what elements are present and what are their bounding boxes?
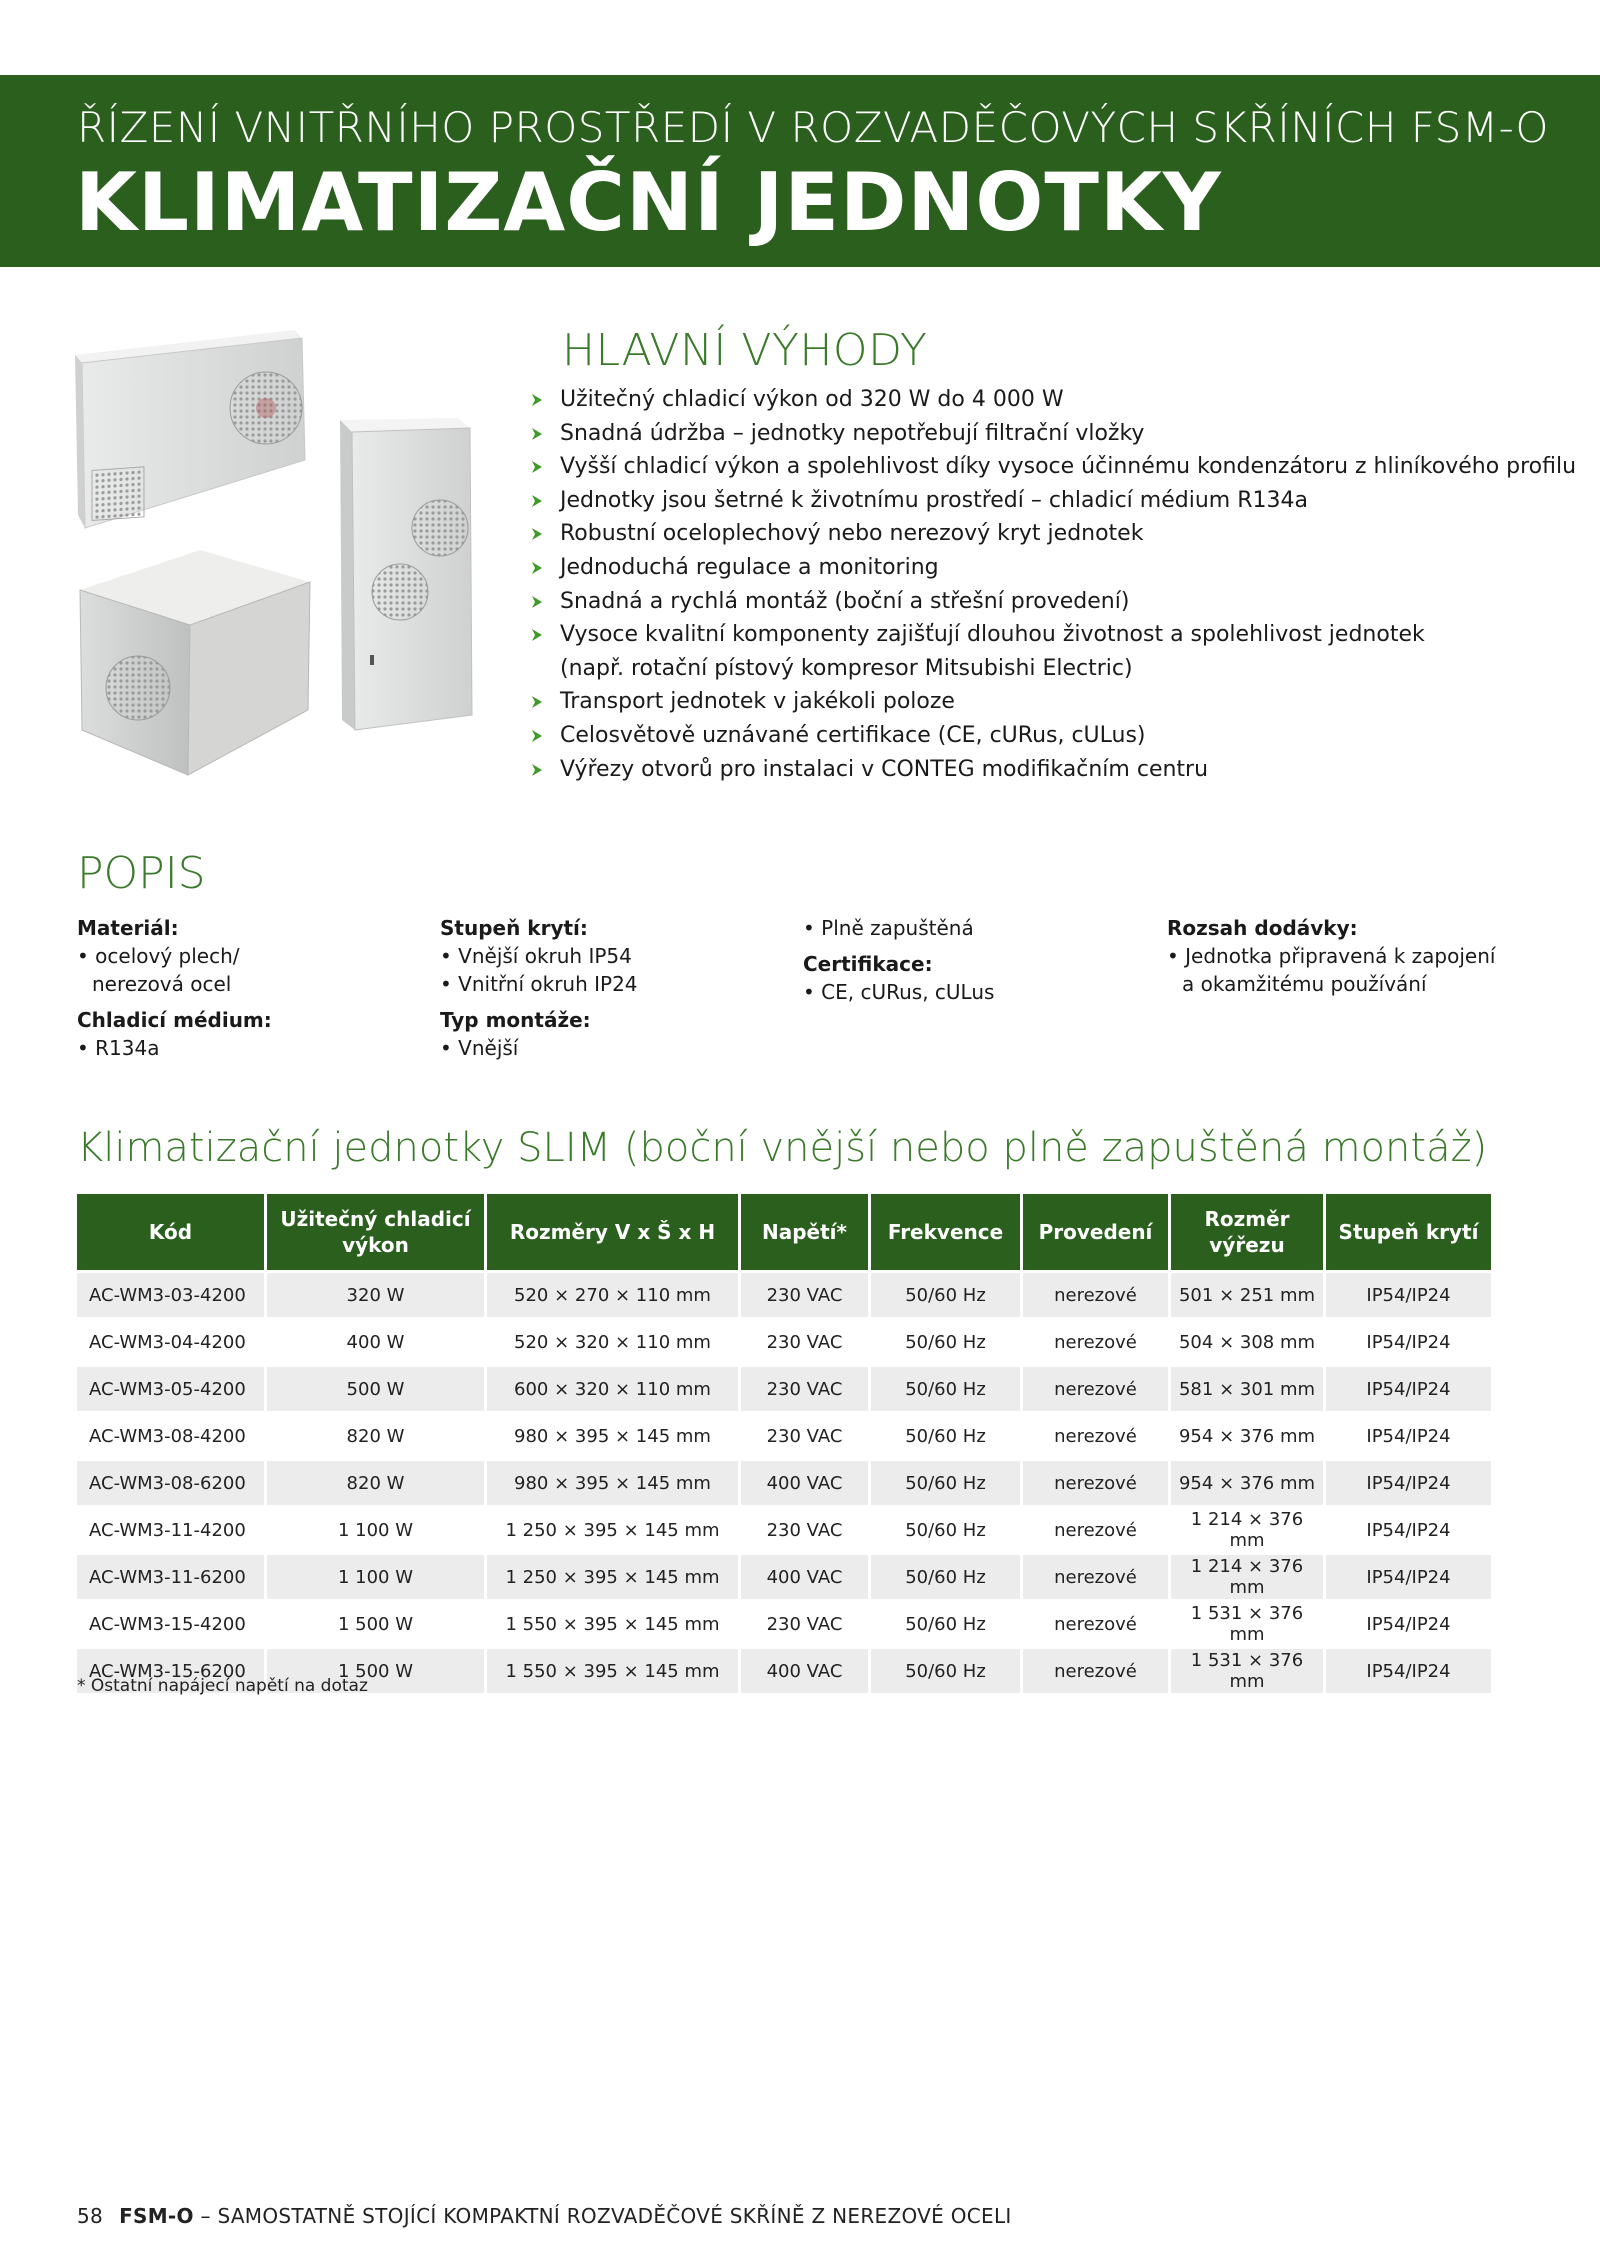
- cell-frequency: 50/60 Hz: [871, 1458, 1023, 1505]
- advantage-item: Jednotky jsou šetrné k životnímu prostředí – chladicí médium R134a: [530, 484, 1576, 518]
- advantage-item: Celosvětově uznávané certifikace (CE, cURus, cULus): [530, 719, 1576, 753]
- cell-cutout: 501 × 251 mm: [1171, 1270, 1326, 1317]
- mount-label: Typ montáže:: [440, 1008, 591, 1032]
- header-code: Kód: [77, 1194, 267, 1270]
- cell-version: nerezové: [1023, 1599, 1171, 1646]
- table-footnote: * Ostatní napájecí napětí na dotaz: [77, 1676, 368, 1696]
- cell-ip: IP54/IP24: [1326, 1552, 1491, 1599]
- advantage-item: Snadná údržba – jednotky nepotřebují filtrační vložky: [530, 417, 1576, 451]
- cell-code: AC-WM3-04-4200: [77, 1317, 267, 1364]
- cell-power: 1 500 W: [267, 1599, 487, 1646]
- cell-power: 1 100 W: [267, 1505, 487, 1552]
- cert-label: Certifikace:: [803, 952, 933, 976]
- cell-voltage: 400 VAC: [741, 1458, 871, 1505]
- cell-version: nerezové: [1023, 1458, 1171, 1505]
- header-cutout: Rozměr výřezu: [1171, 1194, 1326, 1270]
- cell-code: AC-WM3-03-4200: [77, 1270, 267, 1317]
- cell-version: nerezové: [1023, 1505, 1171, 1552]
- footer-brand: FSM-O: [119, 2204, 194, 2228]
- cell-power: 1 500 W: [267, 1646, 487, 1693]
- cell-power: 1 100 W: [267, 1552, 487, 1599]
- cell-cutout: 954 × 376 mm: [1171, 1458, 1326, 1505]
- cell-voltage: 400 VAC: [741, 1552, 871, 1599]
- cell-frequency: 50/60 Hz: [871, 1411, 1023, 1458]
- table-row: [77, 1599, 1491, 1646]
- table-title: Klimatizační jednotky SLIM (boční vnější nebo plně zapuštěná montáž): [77, 1125, 1488, 1171]
- scope-label: Rozsah dodávky:: [1167, 916, 1358, 940]
- mount-value-external: • Vnější: [440, 1036, 519, 1060]
- cell-dimensions: 520 × 270 × 110 mm: [487, 1270, 741, 1317]
- coolant-label: Chladicí médium:: [77, 1008, 272, 1032]
- cell-voltage: 230 VAC: [741, 1270, 871, 1317]
- cell-dimensions: 1 250 × 395 × 145 mm: [487, 1552, 741, 1599]
- description-column-3: [803, 914, 1123, 1006]
- advantage-item: Snadná a rychlá montáž (boční a střešní provedení): [530, 585, 1576, 619]
- cell-dimensions: 1 550 × 395 × 145 mm: [487, 1599, 741, 1646]
- table-row: [77, 1317, 1491, 1364]
- scope-value: • Jednotka připravená k zapojení a okamžitému používání: [1167, 944, 1496, 996]
- cell-cutout: 1 531 × 376 mm: [1171, 1599, 1326, 1646]
- cell-ip: IP54/IP24: [1326, 1505, 1491, 1552]
- table-row: [77, 1505, 1491, 1552]
- arrow-bullet-icon: [530, 695, 544, 709]
- header-version: Provedení: [1023, 1194, 1171, 1270]
- advantage-item: Robustní oceloplechový nebo nerezový kryt jednotek: [530, 517, 1576, 551]
- description-column-2: [440, 914, 760, 1062]
- cell-frequency: 50/60 Hz: [871, 1505, 1023, 1552]
- cell-version: nerezové: [1023, 1270, 1171, 1317]
- header-dimensions: Rozměry V x Š x H: [487, 1194, 741, 1270]
- coolant-value: • R134a: [77, 1036, 160, 1060]
- cell-ip: IP54/IP24: [1326, 1599, 1491, 1646]
- cell-dimensions: 980 × 395 × 145 mm: [487, 1458, 741, 1505]
- footer-text: – SAMOSTATNĚ STOJÍCÍ KOMPAKTNÍ ROZVADĚČOVÉ SKŘÍNĚ Z NEREZOVÉ OCELI: [193, 2204, 1012, 2228]
- cell-dimensions: 1 550 × 395 × 145 mm: [487, 1646, 741, 1693]
- advantage-item: Výřezy otvorů pro instalaci v CONTEG modifikačním centru: [530, 753, 1576, 787]
- cell-frequency: 50/60 Hz: [871, 1270, 1023, 1317]
- advantage-item: Vyšší chladicí výkon a spolehlivost díky vysoce účinnému kondenzátoru z hliníkového profilu: [530, 450, 1576, 484]
- table-row: [77, 1270, 1491, 1317]
- advantage-item: Jednoduchá regulace a monitoring: [530, 551, 1576, 585]
- mount-value-flush: • Plně zapuštěná: [803, 916, 974, 940]
- page-footer: [77, 2204, 1012, 2228]
- cell-frequency: 50/60 Hz: [871, 1364, 1023, 1411]
- cell-ip: IP54/IP24: [1326, 1646, 1491, 1693]
- cell-code: AC-WM3-15-4200: [77, 1599, 267, 1646]
- arrow-bullet-icon: [530, 494, 544, 508]
- cell-dimensions: 980 × 395 × 145 mm: [487, 1411, 741, 1458]
- arrow-bullet-icon: [530, 393, 544, 407]
- advantages-title: HLAVNÍ VÝHODY: [562, 325, 928, 376]
- arrow-bullet-icon: [530, 561, 544, 575]
- header-title: KLIMATIZAČNÍ JEDNOTKY: [75, 156, 1222, 249]
- cell-frequency: 50/60 Hz: [871, 1552, 1023, 1599]
- ac-unit-vertical-image: [340, 418, 472, 730]
- arrow-bullet-icon: [530, 595, 544, 609]
- description-column-1: [77, 914, 397, 1062]
- cell-cutout: 1 531 × 376 mm: [1171, 1646, 1326, 1693]
- arrow-bullet-icon: [530, 460, 544, 474]
- cell-frequency: 50/60 Hz: [871, 1646, 1023, 1693]
- cell-version: nerezové: [1023, 1364, 1171, 1411]
- cell-voltage: 230 VAC: [741, 1317, 871, 1364]
- table-row: [77, 1411, 1491, 1458]
- cell-code: AC-WM3-11-6200: [77, 1552, 267, 1599]
- advantage-item: Vysoce kvalitní komponenty zajišťují dlouhou životnost a spolehlivost jednotek: [530, 618, 1576, 652]
- cell-ip: IP54/IP24: [1326, 1458, 1491, 1505]
- cell-voltage: 230 VAC: [741, 1599, 871, 1646]
- cell-ip: IP54/IP24: [1326, 1317, 1491, 1364]
- cell-dimensions: 600 × 320 × 110 mm: [487, 1364, 741, 1411]
- header-cooling-power: Užitečný chladicí výkon: [267, 1194, 487, 1270]
- cell-power: 320 W: [267, 1270, 487, 1317]
- cell-cutout: 1 214 × 376 mm: [1171, 1505, 1326, 1552]
- cell-voltage: 230 VAC: [741, 1411, 871, 1458]
- product-images: [70, 300, 490, 780]
- cell-version: nerezové: [1023, 1411, 1171, 1458]
- cell-ip: IP54/IP24: [1326, 1364, 1491, 1411]
- cell-cutout: 954 × 376 mm: [1171, 1411, 1326, 1458]
- advantage-item: Transport jednotek v jakékoli poloze: [530, 685, 1576, 719]
- header-ip: Stupeň krytí: [1326, 1194, 1491, 1270]
- cell-dimensions: 1 250 × 395 × 145 mm: [487, 1505, 741, 1552]
- cell-version: nerezové: [1023, 1317, 1171, 1364]
- arrow-bullet-icon: [530, 763, 544, 777]
- cell-power: 500 W: [267, 1364, 487, 1411]
- cell-power: 820 W: [267, 1458, 487, 1505]
- arrow-bullet-icon: [530, 729, 544, 743]
- ip-label: Stupeň krytí:: [440, 916, 588, 940]
- page-number: 58: [77, 2204, 104, 2228]
- cell-code: AC-WM3-11-4200: [77, 1505, 267, 1552]
- material-label: Materiál:: [77, 916, 179, 940]
- header-supertitle: ŘÍZENÍ VNITŘNÍHO PROSTŘEDÍ V ROZVADĚČOVÝCH SKŘÍNÍCH FSM-O: [77, 103, 1549, 152]
- cell-power: 820 W: [267, 1411, 487, 1458]
- ip-value-inner: • Vnitřní okruh IP24: [440, 972, 638, 996]
- description-column-4: [1167, 914, 1497, 998]
- table-row: [77, 1364, 1491, 1411]
- ac-unit-horizontal-image: [75, 330, 305, 528]
- cell-voltage: 230 VAC: [741, 1505, 871, 1552]
- advantages-list: [530, 383, 1576, 786]
- table-row: [77, 1458, 1491, 1505]
- advantage-item: Užitečný chladicí výkon od 320 W do 4 000 W: [530, 383, 1576, 417]
- cell-ip: IP54/IP24: [1326, 1411, 1491, 1458]
- arrow-bullet-icon: [530, 527, 544, 541]
- cell-code: AC-WM3-08-6200: [77, 1458, 267, 1505]
- page-header: [0, 75, 1600, 267]
- cell-version: nerezové: [1023, 1552, 1171, 1599]
- cell-voltage: 230 VAC: [741, 1364, 871, 1411]
- header-voltage: Napětí*: [741, 1194, 871, 1270]
- cell-dimensions: 520 × 320 × 110 mm: [487, 1317, 741, 1364]
- advantage-item-continuation: (např. rotační pístový kompresor Mitsubishi Electric): [560, 655, 1133, 681]
- cell-ip: IP54/IP24: [1326, 1270, 1491, 1317]
- ac-unit-roof-image: [80, 550, 310, 775]
- arrow-bullet-icon: [530, 628, 544, 642]
- header-frequency: Frekvence: [871, 1194, 1023, 1270]
- cell-cutout: 504 × 308 mm: [1171, 1317, 1326, 1364]
- cell-frequency: 50/60 Hz: [871, 1599, 1023, 1646]
- table-row: [77, 1552, 1491, 1599]
- spec-table: [77, 1194, 1491, 1693]
- cell-code: AC-WM3-05-4200: [77, 1364, 267, 1411]
- material-value: • ocelový plech/ nerezová ocel: [77, 944, 240, 996]
- cell-power: 400 W: [267, 1317, 487, 1364]
- cert-value: • CE, cURus, cULus: [803, 980, 995, 1004]
- cell-frequency: 50/60 Hz: [871, 1317, 1023, 1364]
- cell-cutout: 581 × 301 mm: [1171, 1364, 1326, 1411]
- table-header-row: [77, 1194, 1491, 1270]
- cell-voltage: 400 VAC: [741, 1646, 871, 1693]
- arrow-bullet-icon: [530, 427, 544, 441]
- cell-version: nerezové: [1023, 1646, 1171, 1693]
- ip-value-outer: • Vnější okruh IP54: [440, 944, 632, 968]
- description-title: POPIS: [77, 848, 206, 899]
- cell-code: AC-WM3-08-4200: [77, 1411, 267, 1458]
- cell-cutout: 1 214 × 376 mm: [1171, 1552, 1326, 1599]
- cell-code: AC-WM3-15-6200: [77, 1646, 267, 1693]
